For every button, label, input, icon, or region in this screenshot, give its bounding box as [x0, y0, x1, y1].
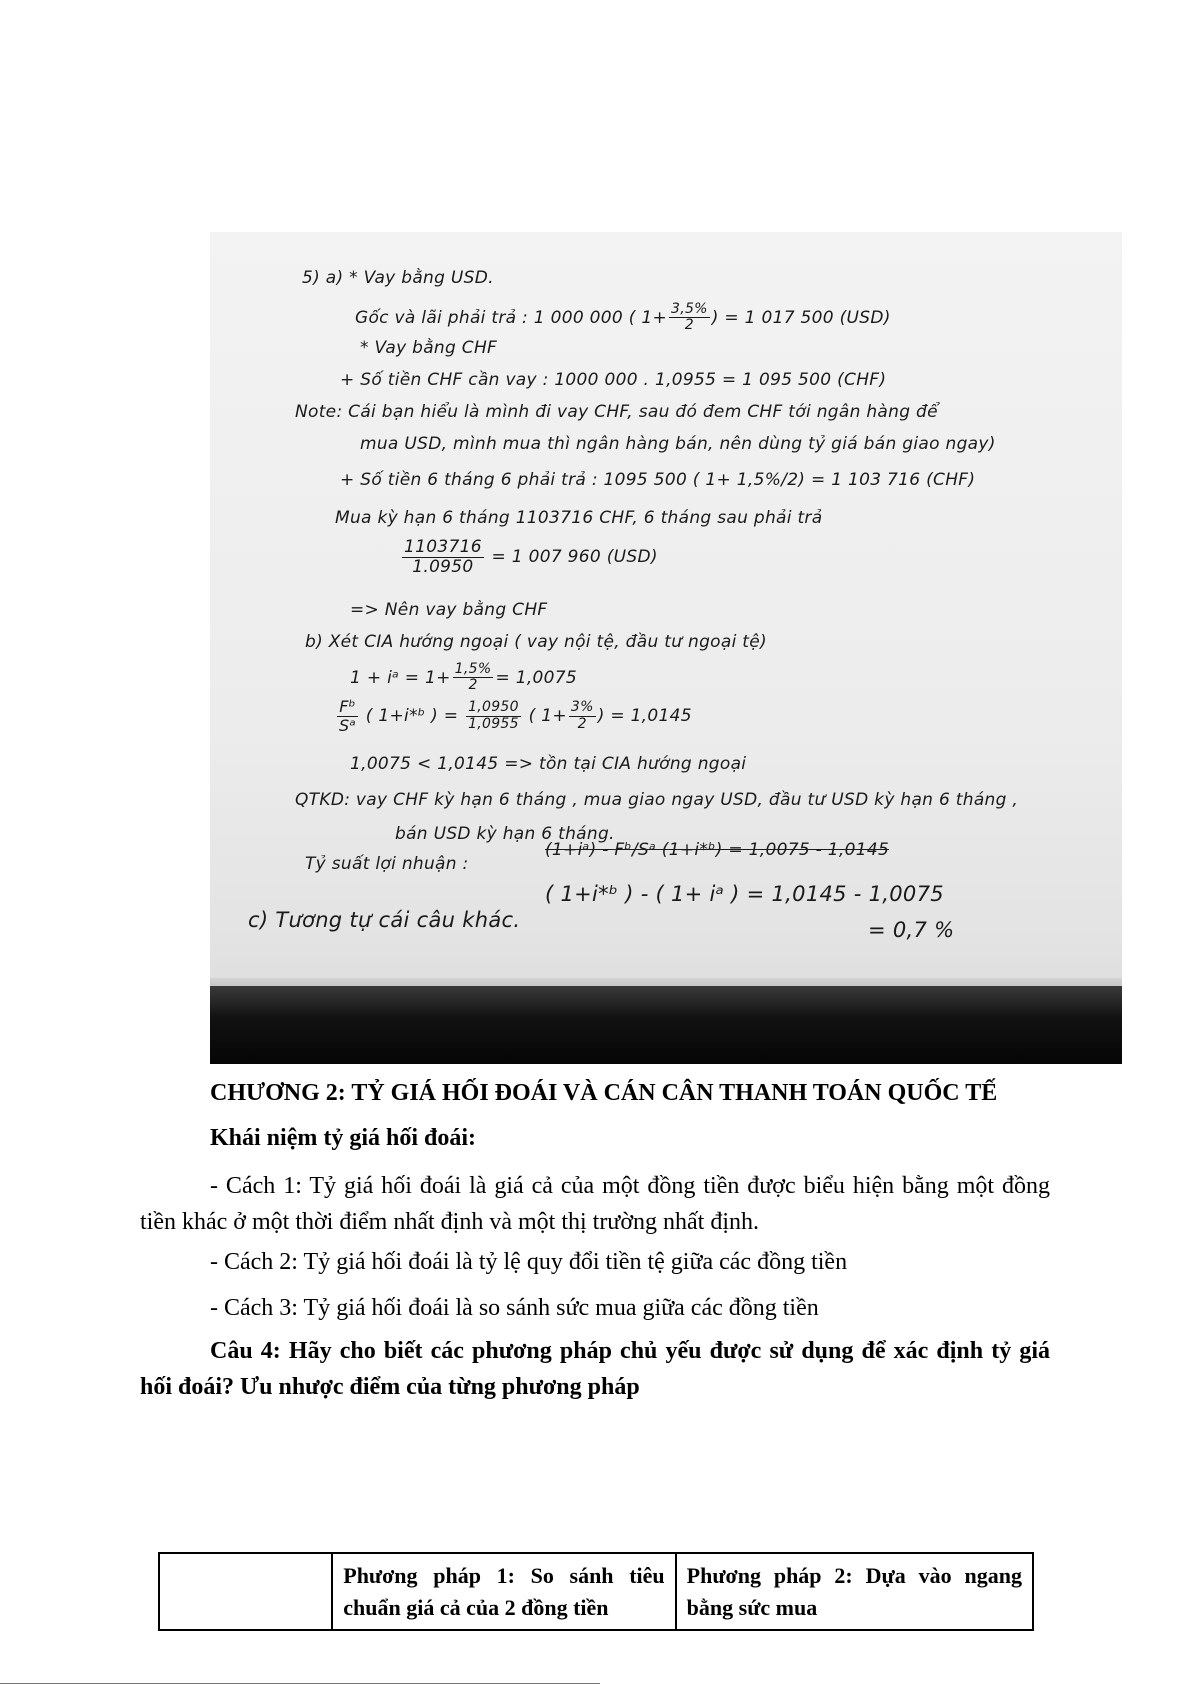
hw-line: => Nên vay bằng CHF [350, 600, 548, 620]
hw-line: b) Xét CIA hướng ngoại ( vay nội tệ, đầu tư ngoại tệ) [305, 632, 767, 652]
hw-line: mua USD, mình mua thì ngân hàng bán, nên dùng tỷ giá bán giao ngay) [360, 434, 996, 454]
chapter-heading: CHƯƠNG 2: TỶ GIÁ HỐI ĐOÁI VÀ CÁN CÂN THANH TOÁN QUỐC TẾ [210, 1080, 998, 1106]
hw-line: QTKD: vay CHF kỳ hạn 6 tháng , mua giao ngay USD, đầu tư USD kỳ hạn 6 tháng , [295, 790, 1019, 810]
hw-line: $\frac{\text{Fᵇ}}{\text{Sᵃ}}$ ( 1+i*ᵇ ) = $\frac{1,0950}{1,0955}$ ( 1+ $\frac{3\%}{2}$ ) = 1,0145 [339, 697, 692, 735]
handwritten-notes-photo [210, 232, 1122, 1064]
question-4: Câu 4: Hãy cho biết các phương pháp chủ yếu được sử dụng để xác định tỷ giá hối đoái? Ưu nhược điểm của từng phương pháp [140, 1338, 1050, 1400]
hw-line: c) Tương tự cái câu khác. [248, 908, 521, 932]
hw-line: ( 1+i*ᵇ ) - ( 1+ iᵃ ) = 1,0145 - 1,0075 [545, 882, 944, 906]
hw-line: + Số tiền CHF cần vay : 1000 000 . 1,0955 = 1 095 500 (CHF) [340, 370, 887, 390]
hw-line: 1 + iᵃ = 1+ $\frac{1,5\%}{2}$ = 1,0075 [350, 661, 577, 694]
methods-table [158, 1552, 1034, 1631]
hw-line: Tỷ suất lợi nhuận : [305, 854, 469, 874]
hw-line-struck: (1+iᵃ) - Fᵇ/Sᵃ (1+i*ᵇ) = 1,0075 - 1,0145 [545, 840, 890, 860]
hw-line: Mua kỳ hạn 6 tháng 1103716 CHF, 6 tháng sau phải trả [335, 508, 823, 528]
table-header-cell: Phương pháp 1: So sánh tiêu chuẩn giá cả của 2 đồng tiền [331, 1554, 674, 1629]
hw-line: 1,0075 < 1,0145 => tồn tại CIA hướng ngoại [350, 754, 747, 774]
concept-title: Khái niệm tỷ giá hối đoái: [210, 1125, 477, 1151]
hw-line: Note: Cái bạn hiểu là mình đi vay CHF, sau đó đem CHF tới ngân hàng để [295, 402, 938, 422]
hw-line: bán USD kỳ hạn 6 tháng. [395, 824, 615, 844]
table-header-cell: Phương pháp 2: Dựa vào ngang bằng sức mua [675, 1554, 1032, 1629]
table-header-cell [160, 1554, 331, 1629]
definition-1: - Cách 1: Tỷ giá hối đoái là giá cả của một đồng tiền được biểu hiện bằng một đồng tiền khác ở một thời điểm nhất định và một thị trường nhất định. [140, 1173, 1050, 1235]
hw-line: Gốc và lãi phải trả : 1 000 000 ( 1+ $\frac{3,5\%}{2}$ ) = 1 017 500 (USD) [355, 301, 891, 334]
page-bottom-rule [0, 1683, 600, 1684]
hw-line: = 0,7 % [868, 918, 955, 942]
hw-line: $\frac{1103716}{1.0950}$ = 1 007 960 (USD) [404, 537, 658, 577]
hw-line: * Vay bằng CHF [360, 338, 498, 358]
photo-dark-background [210, 986, 1122, 1064]
hw-line: + Số tiền 6 tháng 6 phải trả : 1095 500 ( 1+ 1,5%/2) = 1 103 716 (CHF) [340, 470, 976, 490]
hw-line: 5) a) * Vay bằng USD. [302, 268, 494, 288]
definition-2: - Cách 2: Tỷ giá hối đoái là tỷ lệ quy đổi tiền tệ giữa các đồng tiền [210, 1249, 848, 1275]
definition-3: - Cách 3: Tỷ giá hối đoái là so sánh sức mua giữa các đồng tiền [210, 1295, 819, 1321]
